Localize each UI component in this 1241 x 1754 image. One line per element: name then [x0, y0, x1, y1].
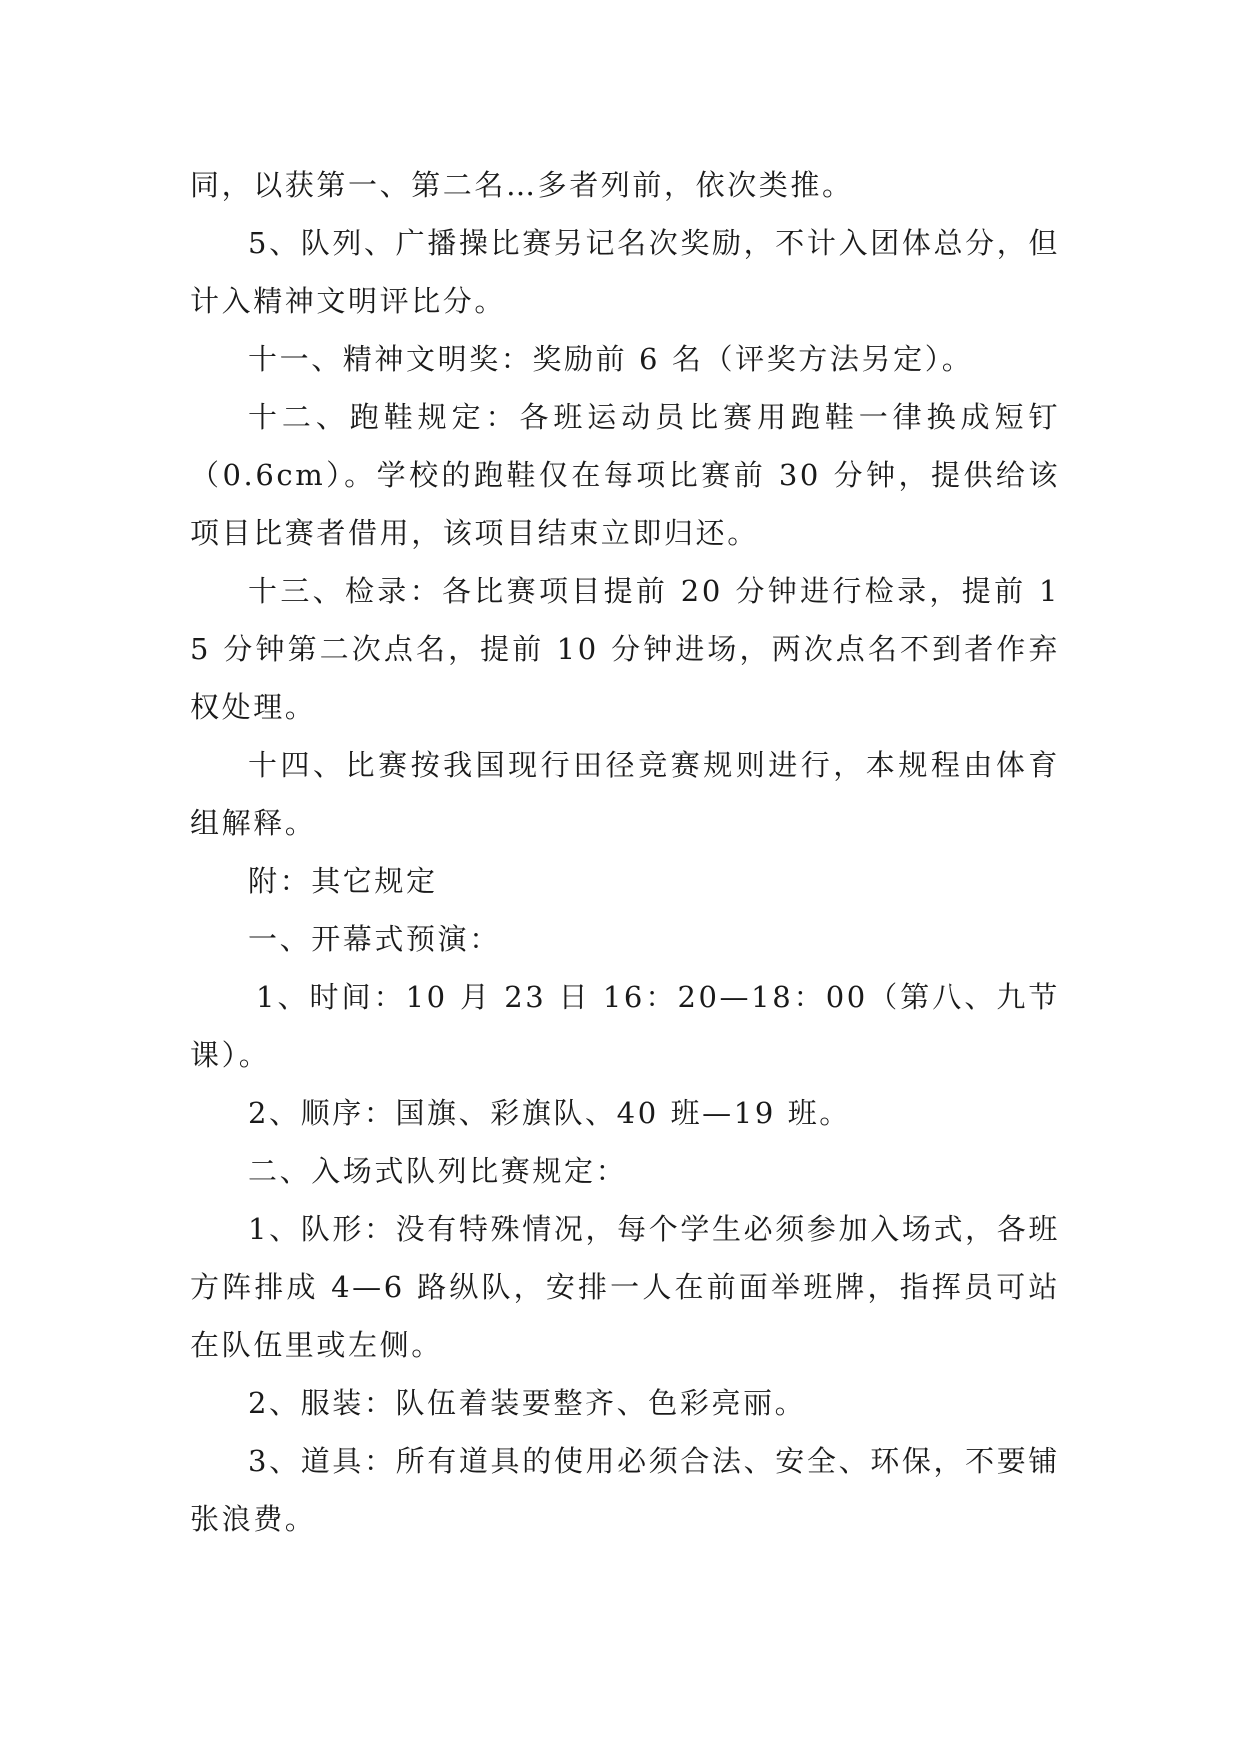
paragraph-rehearsal-time: 1、时间：10 月 23 日 16：20—18：00（第八、九节课）。: [190, 980, 1060, 1072]
paragraph-rehearsal-heading: 一、开幕式预演：: [248, 922, 501, 956]
paragraph-uniform: 2、服装：队伍着装要整齐、色彩亮丽。: [248, 1386, 807, 1420]
paragraph-section-11: 十一、精神文明奖：奖励前 6 名（评奖方法另定）。: [248, 342, 974, 376]
paragraph-item-5: 5、队列、广播操比赛另记名次奖励，不计入团体总分，但计入精神文明评比分。: [190, 226, 1060, 318]
paragraph-section-13: 十三、检录：各比赛项目提前 20 分钟进行检录，提前 15 分钟第二次点名，提前 10 分钟进场，两次点名不到者作弃权处理。: [190, 574, 1060, 724]
paragraph-ranking-continued: 同，以获第一、第二名…多者列前，依次类推。: [190, 168, 854, 202]
paragraph-formation: 1、队形：没有特殊情况，每个学生必须参加入场式，各班方阵排成 4—6 路纵队，安排一人在前面举班牌，指挥员可站在队伍里或左侧。: [190, 1212, 1060, 1362]
paragraph-rehearsal-order: 2、顺序：国旗、彩旗队、40 班—19 班。: [248, 1096, 851, 1130]
document-body: [190, 156, 1060, 1548]
paragraph-section-14: 十四、比赛按我国现行田径竞赛规则进行，本规程由体育组解释。: [190, 748, 1060, 840]
paragraph-props: 3、道具：所有道具的使用必须合法、安全、环保，不要铺张浪费。: [190, 1444, 1060, 1536]
paragraph-section-12: 十二、跑鞋规定：各班运动员比赛用跑鞋一律换成短钉（0.6cm）。学校的跑鞋仅在每项比赛前 30 分钟，提供给该项目比赛者借用，该项目结束立即归还。: [190, 400, 1060, 550]
paragraph-appendix-heading: 附：其它规定: [248, 864, 438, 898]
paragraph-march-heading: 二、入场式队列比赛规定：: [248, 1154, 628, 1188]
